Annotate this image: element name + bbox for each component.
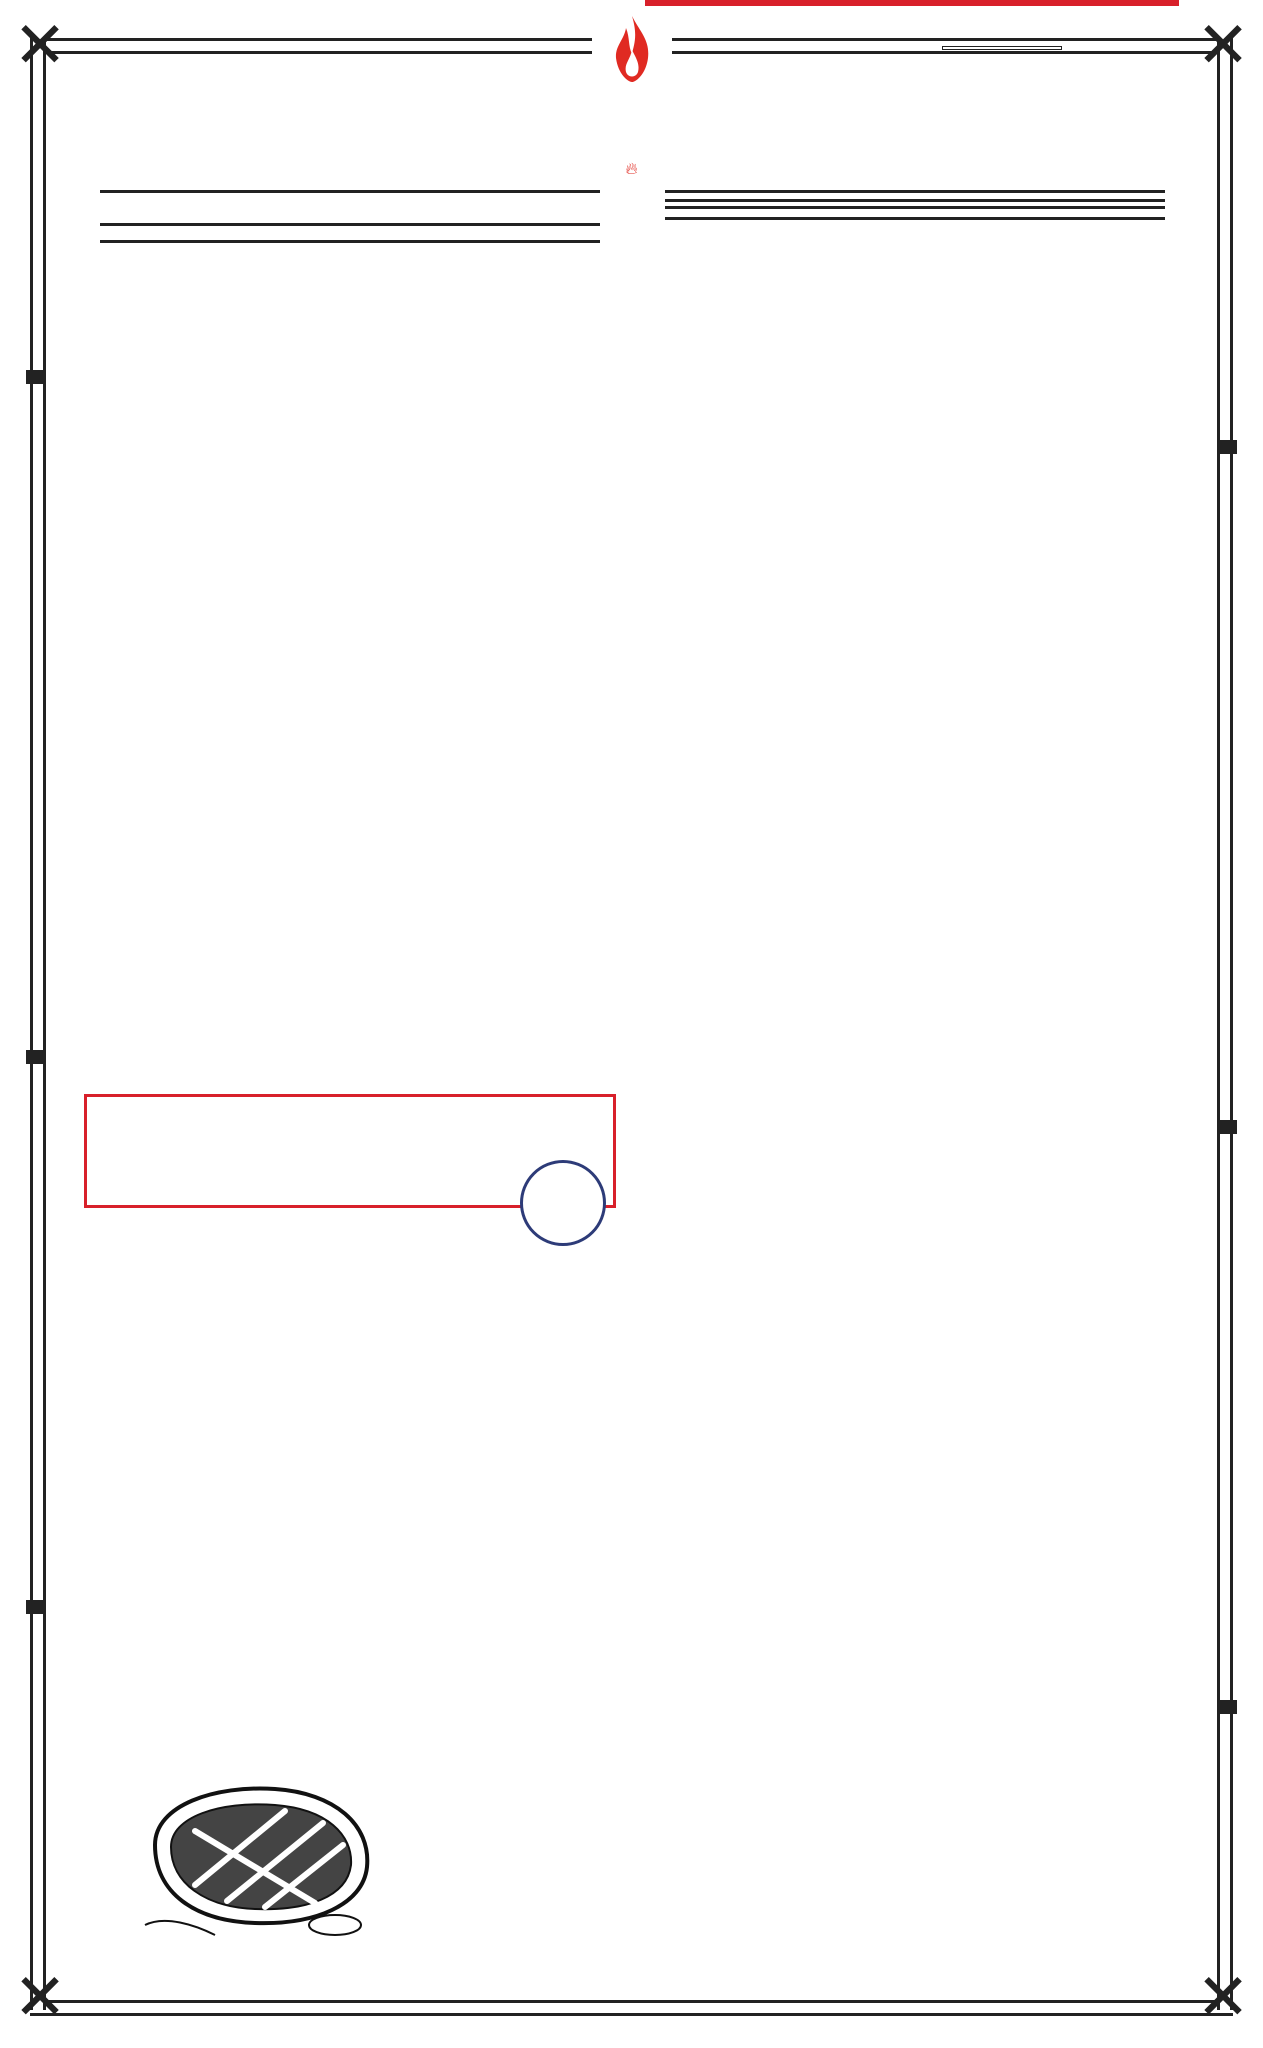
section-rule	[665, 199, 1165, 202]
frame-knot	[1217, 1700, 1237, 1714]
section-rule	[665, 206, 1165, 209]
corner-cross-icon: ✕	[1196, 1961, 1250, 2035]
frame-knot	[26, 1050, 46, 1064]
frame-bottom-bar	[30, 2000, 1233, 2016]
header	[0, 9, 1263, 86]
section-rule	[665, 190, 1165, 193]
frame-knot	[1217, 440, 1237, 454]
flame-icon	[610, 14, 654, 84]
frame-knot	[1217, 1120, 1237, 1134]
right-column	[655, 190, 1175, 232]
section-rule	[665, 217, 1165, 220]
frame-knot	[26, 1600, 46, 1614]
volcano-highlight-box	[645, 0, 1179, 6]
corner-cross-icon: ✕	[13, 9, 67, 83]
section-rule	[100, 223, 600, 226]
steak-illustration	[135, 1775, 385, 1945]
section-rule	[100, 240, 600, 243]
intro-line-2	[0, 160, 1263, 179]
section-rule	[100, 190, 600, 193]
left-column	[90, 190, 610, 253]
corner-cross-icon: ✕	[13, 1961, 67, 2035]
flame-small-icon: 🔥︎	[625, 160, 638, 178]
frame-right-bar	[1217, 38, 1233, 2010]
version-label	[942, 46, 1062, 50]
frame-knot	[26, 370, 46, 384]
logo	[592, 14, 672, 84]
frame-left-bar	[30, 38, 46, 2010]
corner-cross-icon: ✕	[1196, 9, 1250, 83]
keto-badge	[520, 1160, 606, 1246]
